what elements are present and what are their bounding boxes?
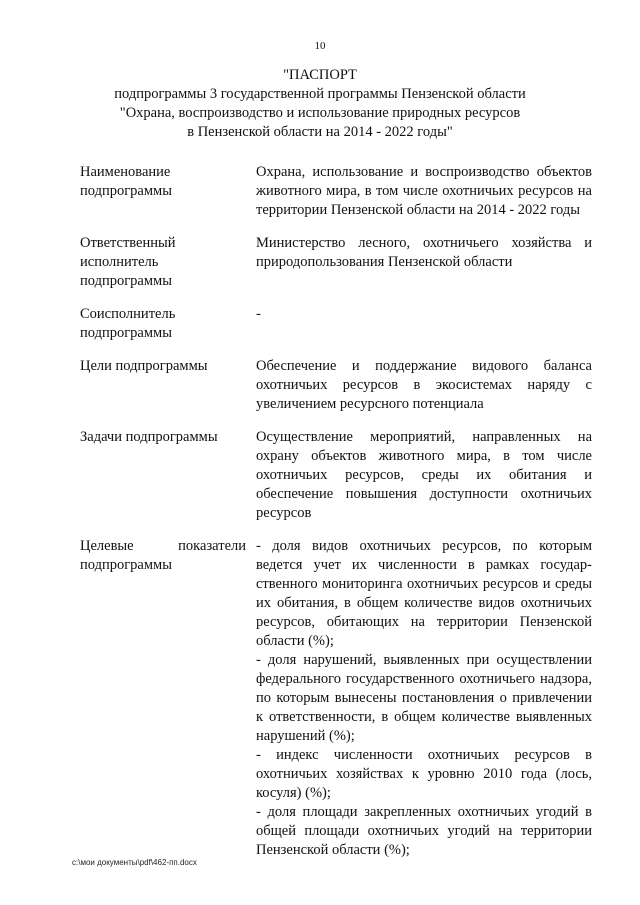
row-name: [0, 163, 640, 220]
row-goals: [0, 357, 640, 414]
label-word: Целевые: [80, 538, 134, 554]
row-label: Ответственный исполнитель подпрограммы: [80, 235, 176, 289]
title-line-2: подпрограммы 3 государственной программы Пензенской области: [114, 86, 526, 102]
passport-table: [0, 163, 640, 860]
indicator-item: - доля нарушений, выявленных при осуществлении федерального государственного охотничьего надзора, по которым вынесены постановления о привлечении к ответственности, в общем количестве выявленных нарушений (%);: [256, 652, 592, 744]
row-value: -: [256, 306, 261, 322]
row-value: Обеспечение и поддержание видового баланса охотничьих ресурсов в экосистемах наряду с увеличением ресурсного потенциала: [256, 358, 592, 412]
title-line-3: "Охрана, воспроизводство и использование природных ресурсов: [119, 105, 521, 121]
indicator-item: - доля видов охотничьих ресурсов, по которым ведется учет их численности в рамках государ-ственного мониторинга охотничьих ресурсов и среды их обитания, в общем количестве видов охотничьих ресурсов, обитающих на территории Пензенской области (%);: [256, 538, 592, 649]
file-path-footer: c:\мои документы\pdf\462-пп.docx: [72, 858, 197, 867]
row-label: Наименование подпрограммы: [80, 164, 172, 199]
row-value: Охрана, использование и воспроизводство объектов животного мира, в том числе охотничьих ресурсов на территории Пензенской области на 2014 - 2022 годы: [256, 164, 592, 218]
row-tasks: [0, 428, 640, 523]
row-value: Осуществление мероприятий, направленных на охрану объектов животного мира, в том числе охотничьих ресурсов, среды их обитания и обеспечение повышения доступности охотничьих ресурсов: [256, 429, 592, 521]
indicator-item: - доля площади закрепленных охотничьих угодий в общей площади охотничьих угодий на территории Пензенской области (%);: [256, 804, 592, 858]
page-number: 10: [314, 40, 326, 52]
title-line-1: "ПАСПОРТ: [283, 67, 357, 83]
indicator-item: - индекс численности охотничьих ресурсов в охотничьих хозяйствах к уровню 2010 года (лось, косуля) (%);: [256, 747, 592, 801]
label-word: показатели: [178, 538, 246, 554]
row-coexecutor: [0, 305, 640, 343]
row-label: Цели подпрограммы: [80, 358, 208, 374]
label-line-2: подпрограммы: [80, 557, 172, 573]
row-value: Министерство лесного, охотничьего хозяйства и природопользования Пензенской области: [256, 235, 592, 270]
row-responsible: [0, 234, 640, 291]
row-label: Соисполнитель подпрограммы: [80, 306, 176, 341]
document-title: [60, 66, 580, 142]
title-line-4: в Пензенской области на 2014 - 2022 годы": [187, 124, 453, 140]
label-line-1: [80, 537, 246, 556]
row-label: Задачи подпрограммы: [80, 429, 218, 445]
row-label: [80, 537, 246, 575]
row-indicators: [0, 537, 640, 860]
indicators-list: [256, 537, 592, 860]
